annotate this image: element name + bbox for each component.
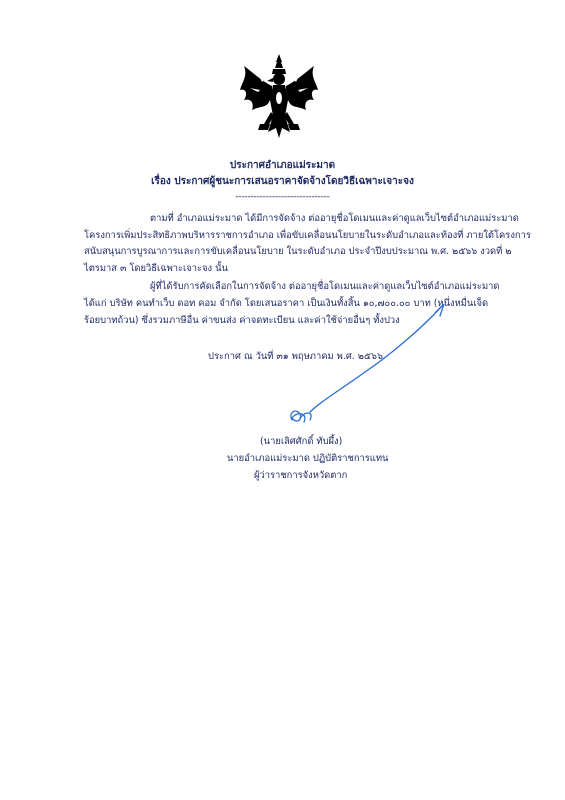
announcement-title: ประกาศอำเภอแม่ระมาด — [229, 160, 336, 171]
header-divider: ------------------------------- — [235, 192, 330, 202]
announcement-subject: เรื่อง ประกาศผู้ชนะการเสนอราคาจัดจ้างโดยวิธีเฉพาะเจาะจง — [151, 176, 414, 187]
paragraph-1-line-1: ตามที่ อำเภอแม่ระมาด ได้มีการจัดจ้าง ต่ออายุชื่อโดเมนและค่าดูแลเว็บไซต์อำเภอแม่ระมาด — [150, 213, 519, 224]
signatory-position: นายอำเภอแม่ระมาด ปฏิบัติราชการแทน — [227, 453, 389, 464]
paragraph-1-line-3: สนับสนุนการบูรณาการและการขับเคลื่อนนโยบาย ในระดับอำเภอ ประจำปีงบประมาณ พ.ศ. ๒๕๖๖ งวดที่ ๒ — [84, 246, 512, 257]
signatory-name: (นายเลิศศักดิ์ ทับผึ้ง) — [260, 436, 343, 447]
paragraph-2-line-3: ร้อยบาทถ้วน) ซึ่งรวมภาษีอื่น ค่าขนส่ง ค่าจดทะเบียน และค่าใช้จ่ายอื่นๆ ทั้งปวง — [84, 315, 400, 326]
announcement-date: ประกาศ ณ วันที่ ๓๑ พฤษภาคม พ.ศ. ๒๕๖๖ — [208, 351, 383, 362]
handwritten-signature — [270, 300, 450, 430]
paragraph-1-line-2: โครงการเพิ่มประสิทธิภาพบริหารราชการอำเภอ เพื่อขับเคลื่อนนโยบายในระดับอำเภอและท้องที่ ภายใต้โครงการ — [84, 230, 531, 241]
paragraph-2-line-2: ได้แก่ บริษัท คนทำเว็บ ดอท คอม จำกัด โดยเสนอราคา เป็นเงินทั้งสิ้น ๑๐,๗๐๐.๐๐ บาท (หนึ่งหมื่นเจ็ด — [84, 298, 489, 309]
signatory-position-on-behalf: ผู้ว่าราชการจังหวัดตาก — [254, 470, 348, 481]
garuda-emblem-icon — [238, 52, 320, 146]
paragraph-1-line-4: ไตรมาส ๓ โดยวิธีเฉพาะเจาะจง นั้น — [84, 263, 228, 274]
paragraph-2-line-1: ผู้ที่ได้รับการคัดเลือกในการจัดจ้าง ต่ออายุชื่อโดเมนและค่าดูแลเว็บไซต์อำเภอแม่ระมาด — [150, 281, 500, 292]
